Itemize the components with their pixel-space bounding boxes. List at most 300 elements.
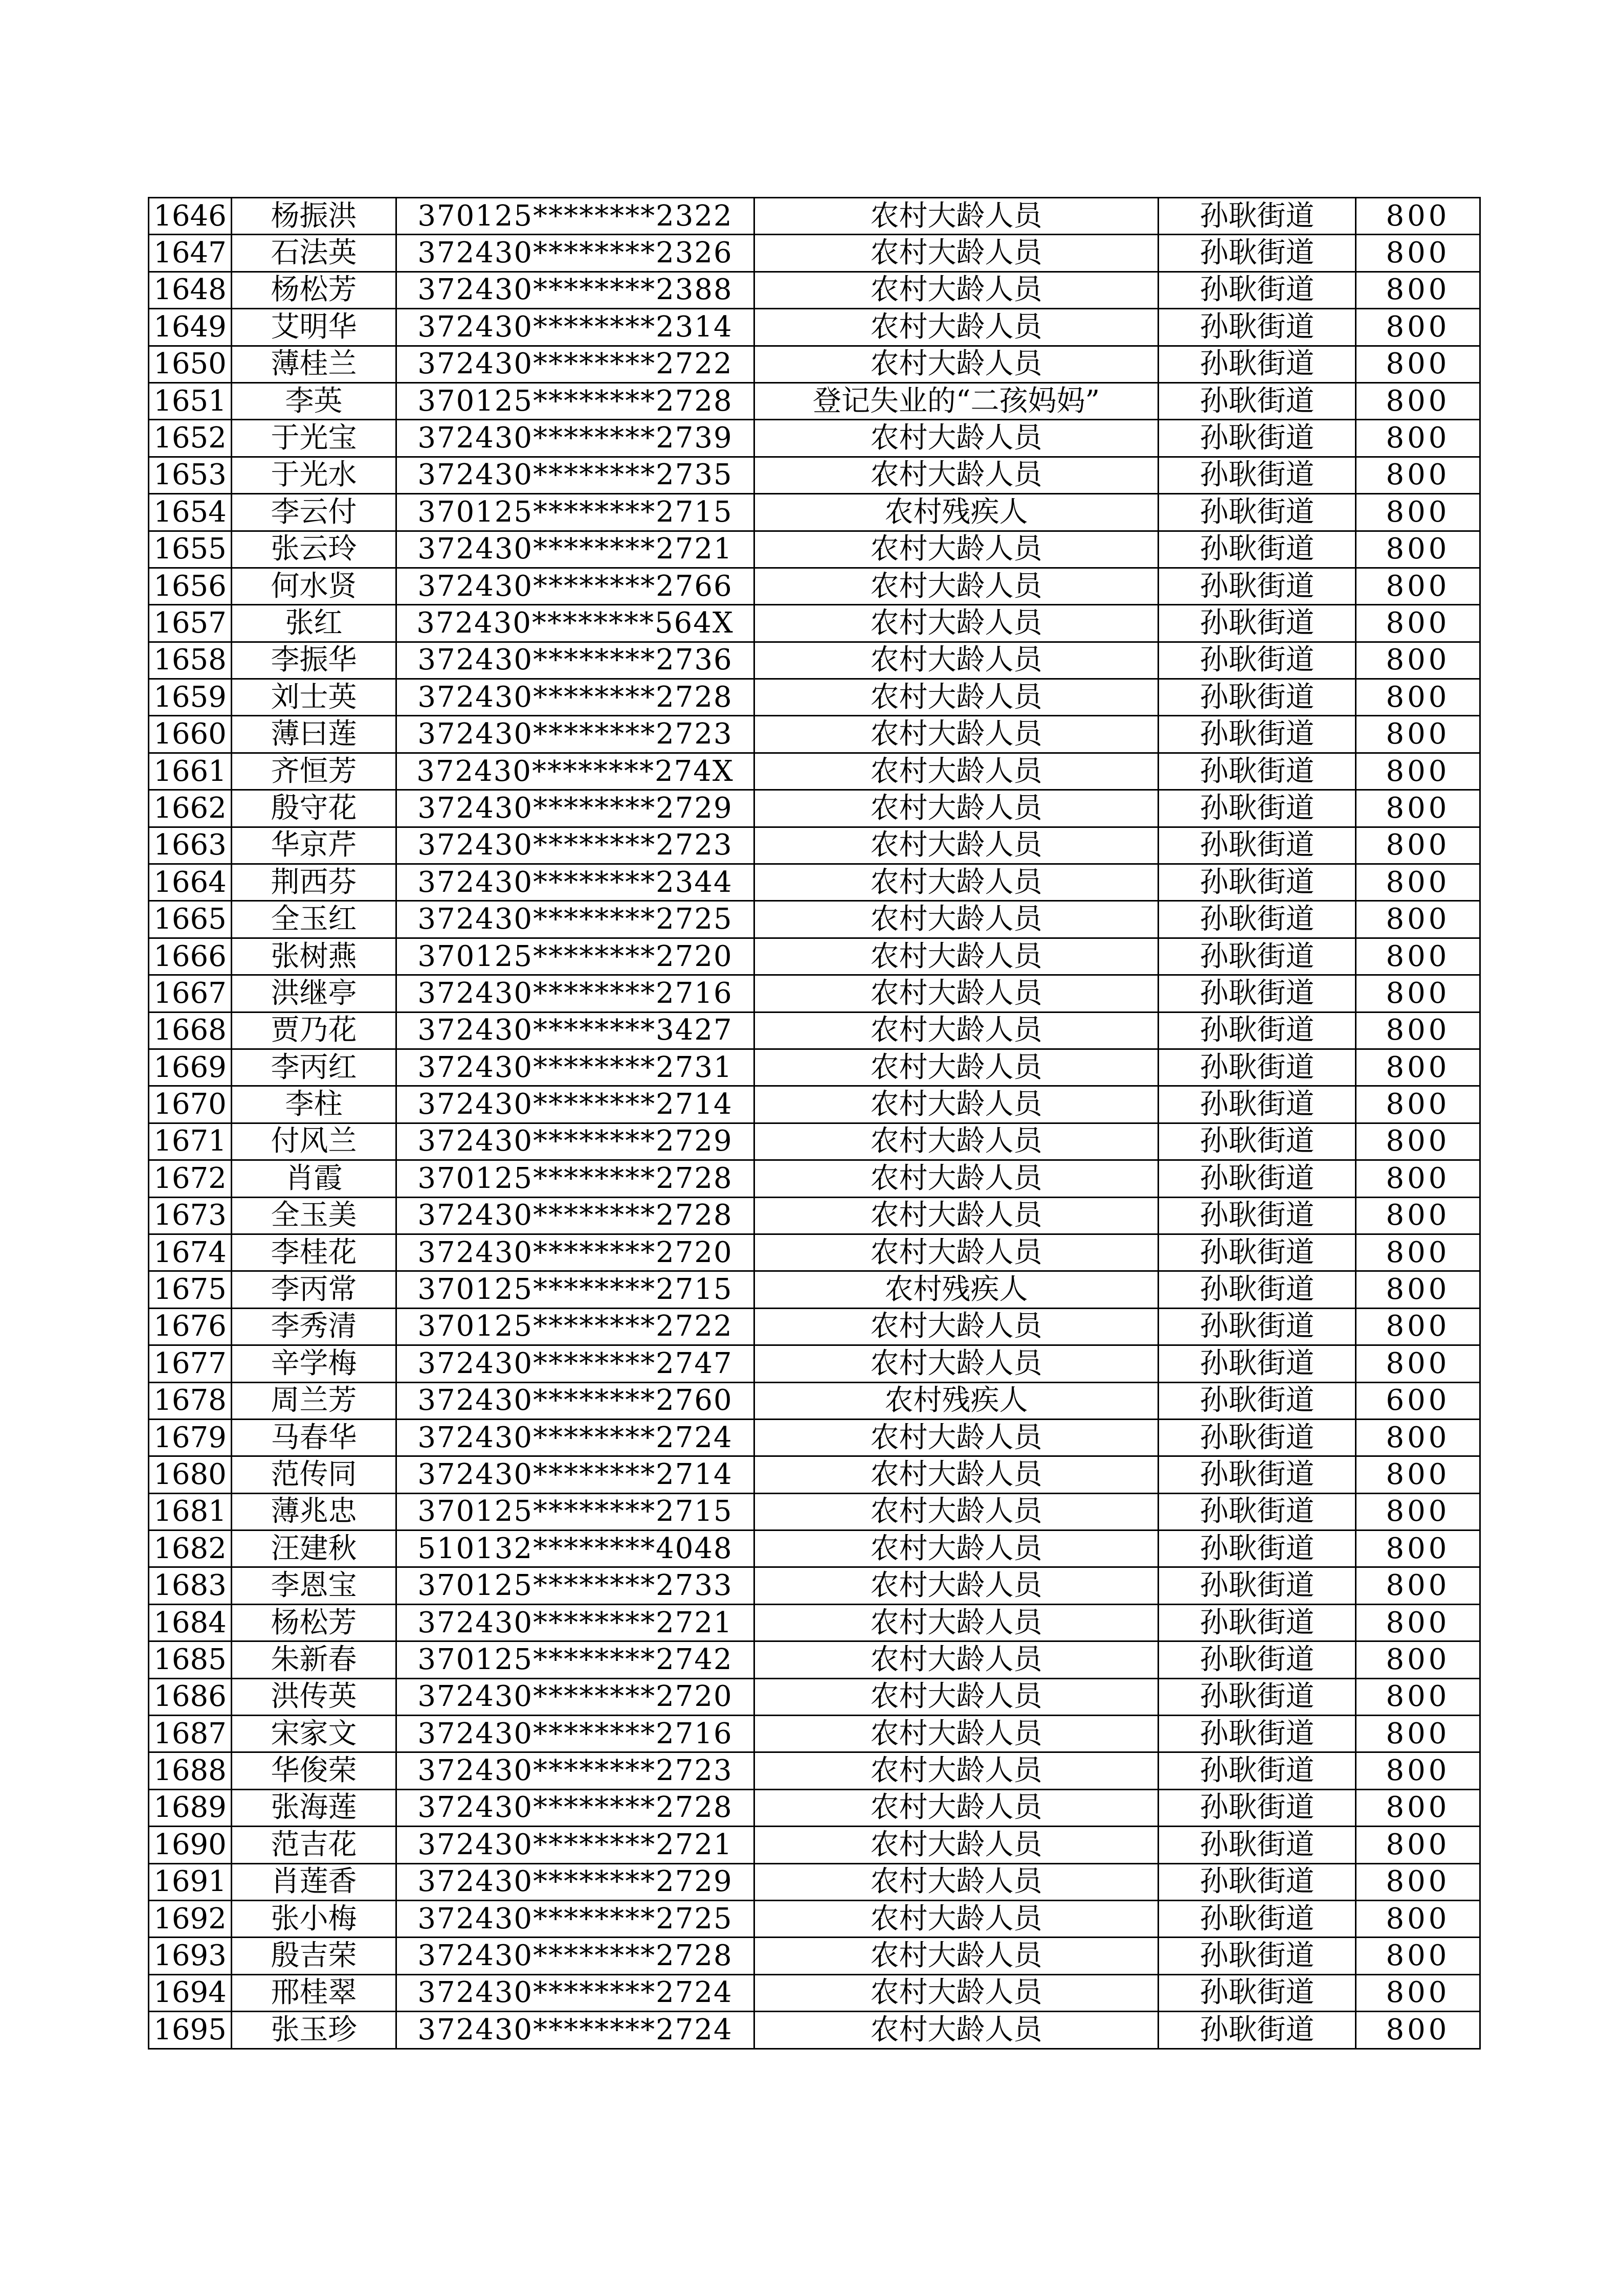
row-number-cell: 1681	[149, 1493, 232, 1530]
street-cell: 孙耿街道	[1159, 901, 1356, 938]
table-row	[149, 1604, 1480, 1641]
row-number-cell: 1672	[149, 1160, 232, 1197]
row-number-cell: 1674	[149, 1234, 232, 1271]
row-number-cell: 1688	[149, 1752, 232, 1789]
amount-cell: 800	[1356, 1197, 1480, 1234]
category-cell: 农村大龄人员	[754, 1789, 1159, 1826]
row-number-cell: 1661	[149, 753, 232, 790]
table-row	[149, 679, 1480, 716]
id-number-cell: 372430********2728	[396, 679, 754, 716]
name-cell: 李柱	[232, 1086, 396, 1123]
row-number-cell: 1663	[149, 827, 232, 864]
name-cell: 薄曰莲	[232, 716, 396, 753]
category-cell: 农村大龄人员	[754, 1863, 1159, 1900]
id-number-cell: 372430********2747	[396, 1345, 754, 1382]
table-row	[149, 1938, 1480, 1974]
name-cell: 汪建秋	[232, 1530, 396, 1567]
row-number-cell: 1647	[149, 235, 232, 272]
name-cell: 朱新春	[232, 1641, 396, 1678]
table-row	[149, 938, 1480, 975]
table-row	[149, 1012, 1480, 1049]
street-cell: 孙耿街道	[1159, 309, 1356, 346]
row-number-cell: 1653	[149, 457, 232, 493]
street-cell: 孙耿街道	[1159, 1160, 1356, 1197]
row-number-cell: 1684	[149, 1604, 232, 1641]
name-cell: 李秀清	[232, 1308, 396, 1345]
id-number-cell: 372430********2723	[396, 1752, 754, 1789]
amount-cell: 800	[1356, 1493, 1480, 1530]
name-cell: 李振华	[232, 642, 396, 679]
table-row	[149, 531, 1480, 568]
street-cell: 孙耿街道	[1159, 753, 1356, 790]
row-number-cell: 1658	[149, 642, 232, 679]
table-row	[149, 568, 1480, 604]
category-cell: 农村大龄人员	[754, 1716, 1159, 1752]
row-number-cell: 1683	[149, 1567, 232, 1604]
category-cell: 登记失业的“二孩妈妈”	[754, 382, 1159, 419]
name-cell: 张红	[232, 605, 396, 642]
amount-cell: 800	[1356, 272, 1480, 308]
table-row	[149, 272, 1480, 308]
street-cell: 孙耿街道	[1159, 1789, 1356, 1826]
id-number-cell: 372430********2721	[396, 531, 754, 568]
street-cell: 孙耿街道	[1159, 420, 1356, 457]
table-row	[149, 1271, 1480, 1308]
row-number-cell: 1651	[149, 382, 232, 419]
street-cell: 孙耿街道	[1159, 1678, 1356, 1715]
amount-cell: 800	[1356, 1789, 1480, 1826]
amount-cell: 800	[1356, 1530, 1480, 1567]
street-cell: 孙耿街道	[1159, 1716, 1356, 1752]
name-cell: 范吉花	[232, 1827, 396, 1863]
id-number-cell: 372430********2720	[396, 1234, 754, 1271]
row-number-cell: 1689	[149, 1789, 232, 1826]
category-cell: 农村大龄人员	[754, 457, 1159, 493]
id-number-cell: 370125********2715	[396, 1493, 754, 1530]
amount-cell: 800	[1356, 1752, 1480, 1789]
table-row	[149, 1678, 1480, 1715]
name-cell: 刘士英	[232, 679, 396, 716]
row-number-cell: 1659	[149, 679, 232, 716]
category-cell: 农村大龄人员	[754, 827, 1159, 864]
amount-cell: 800	[1356, 605, 1480, 642]
name-cell: 全玉红	[232, 901, 396, 938]
category-cell: 农村大龄人员	[754, 1086, 1159, 1123]
row-number-cell: 1693	[149, 1938, 232, 1974]
name-cell: 李英	[232, 382, 396, 419]
table-row	[149, 1419, 1480, 1456]
street-cell: 孙耿街道	[1159, 1308, 1356, 1345]
category-cell: 农村大龄人员	[754, 938, 1159, 975]
id-number-cell: 372430********274X	[396, 753, 754, 790]
street-cell: 孙耿街道	[1159, 1938, 1356, 1974]
street-cell: 孙耿街道	[1159, 382, 1356, 419]
street-cell: 孙耿街道	[1159, 1604, 1356, 1641]
table-row	[149, 1863, 1480, 1900]
id-number-cell: 372430********2716	[396, 975, 754, 1012]
id-number-cell: 372430********2724	[396, 1419, 754, 1456]
category-cell: 农村大龄人员	[754, 1827, 1159, 1863]
name-cell: 杨松芳	[232, 272, 396, 308]
street-cell: 孙耿街道	[1159, 864, 1356, 901]
row-number-cell: 1650	[149, 346, 232, 382]
id-number-cell: 372430********2760	[396, 1382, 754, 1419]
category-cell: 农村大龄人员	[754, 605, 1159, 642]
id-number-cell: 372430********2723	[396, 716, 754, 753]
table-row	[149, 1049, 1480, 1086]
street-cell: 孙耿街道	[1159, 1493, 1356, 1530]
amount-cell: 800	[1356, 346, 1480, 382]
street-cell: 孙耿街道	[1159, 1974, 1356, 2011]
amount-cell: 800	[1356, 1160, 1480, 1197]
category-cell: 农村大龄人员	[754, 235, 1159, 272]
amount-cell: 800	[1356, 309, 1480, 346]
category-cell: 农村大龄人员	[754, 272, 1159, 308]
id-number-cell: 372430********2728	[396, 1197, 754, 1234]
street-cell: 孙耿街道	[1159, 568, 1356, 604]
id-number-cell: 370125********2733	[396, 1567, 754, 1604]
amount-cell: 800	[1356, 938, 1480, 975]
table-row	[149, 642, 1480, 679]
name-cell: 肖莲香	[232, 1863, 396, 1900]
row-number-cell: 1682	[149, 1530, 232, 1567]
name-cell: 张树燕	[232, 938, 396, 975]
row-number-cell: 1692	[149, 1900, 232, 1937]
row-number-cell: 1657	[149, 605, 232, 642]
category-cell: 农村大龄人员	[754, 346, 1159, 382]
amount-cell: 800	[1356, 1271, 1480, 1308]
category-cell: 农村大龄人员	[754, 309, 1159, 346]
id-number-cell: 372430********3427	[396, 1012, 754, 1049]
table-row	[149, 1900, 1480, 1937]
street-cell: 孙耿街道	[1159, 1641, 1356, 1678]
name-cell: 马春华	[232, 1419, 396, 1456]
amount-cell: 800	[1356, 1716, 1480, 1752]
name-cell: 李云付	[232, 494, 396, 531]
row-number-cell: 1691	[149, 1863, 232, 1900]
amount-cell: 800	[1356, 790, 1480, 827]
table-row	[149, 753, 1480, 790]
id-number-cell: 372430********2725	[396, 1900, 754, 1937]
amount-cell: 800	[1356, 1419, 1480, 1456]
amount-cell: 800	[1356, 1827, 1480, 1863]
street-cell: 孙耿街道	[1159, 531, 1356, 568]
id-number-cell: 372430********2729	[396, 1863, 754, 1900]
id-number-cell: 372430********2721	[396, 1604, 754, 1641]
id-number-cell: 370125********2742	[396, 1641, 754, 1678]
amount-cell: 800	[1356, 1308, 1480, 1345]
name-cell: 李恩宝	[232, 1567, 396, 1604]
category-cell: 农村大龄人员	[754, 420, 1159, 457]
category-cell: 农村残疾人	[754, 494, 1159, 531]
name-cell: 宋家文	[232, 1716, 396, 1752]
table-row	[149, 1752, 1480, 1789]
id-number-cell: 372430********2729	[396, 790, 754, 827]
row-number-cell: 1676	[149, 1308, 232, 1345]
category-cell: 农村大龄人员	[754, 1345, 1159, 1382]
amount-cell: 600	[1356, 1382, 1480, 1419]
name-cell: 何水贤	[232, 568, 396, 604]
amount-cell: 800	[1356, 827, 1480, 864]
row-number-cell: 1664	[149, 864, 232, 901]
row-number-cell: 1687	[149, 1716, 232, 1752]
row-number-cell: 1654	[149, 494, 232, 531]
table-row	[149, 864, 1480, 901]
category-cell: 农村大龄人员	[754, 716, 1159, 753]
id-number-cell: 372430********2728	[396, 1789, 754, 1826]
id-number-cell: 370125********2322	[396, 198, 754, 235]
category-cell: 农村大龄人员	[754, 753, 1159, 790]
amount-cell: 800	[1356, 1604, 1480, 1641]
id-number-cell: 372430********2721	[396, 1827, 754, 1863]
row-number-cell: 1678	[149, 1382, 232, 1419]
category-cell: 农村大龄人员	[754, 1567, 1159, 1604]
category-cell: 农村大龄人员	[754, 901, 1159, 938]
table-row	[149, 1382, 1480, 1419]
street-cell: 孙耿街道	[1159, 346, 1356, 382]
amount-cell: 800	[1356, 1641, 1480, 1678]
row-number-cell: 1679	[149, 1419, 232, 1456]
street-cell: 孙耿街道	[1159, 1234, 1356, 1271]
id-number-cell: 372430********2326	[396, 235, 754, 272]
table-row	[149, 1234, 1480, 1271]
row-number-cell: 1656	[149, 568, 232, 604]
street-cell: 孙耿街道	[1159, 1567, 1356, 1604]
amount-cell: 800	[1356, 642, 1480, 679]
name-cell: 杨松芳	[232, 1604, 396, 1641]
row-number-cell: 1680	[149, 1456, 232, 1493]
amount-cell: 800	[1356, 420, 1480, 457]
category-cell: 农村大龄人员	[754, 1456, 1159, 1493]
id-number-cell: 372430********2720	[396, 1678, 754, 1715]
amount-cell: 800	[1356, 1086, 1480, 1123]
id-number-cell: 372430********2724	[396, 2012, 754, 2049]
row-number-cell: 1649	[149, 309, 232, 346]
row-number-cell: 1695	[149, 2012, 232, 2049]
table-row	[149, 382, 1480, 419]
id-number-cell: 370125********2715	[396, 494, 754, 531]
table-body	[149, 198, 1480, 2049]
table-row	[149, 1086, 1480, 1123]
table-row	[149, 901, 1480, 938]
street-cell: 孙耿街道	[1159, 1086, 1356, 1123]
amount-cell: 800	[1356, 1234, 1480, 1271]
row-number-cell: 1667	[149, 975, 232, 1012]
name-cell: 全玉美	[232, 1197, 396, 1234]
category-cell: 农村残疾人	[754, 1382, 1159, 1419]
id-number-cell: 372430********2722	[396, 346, 754, 382]
table-row	[149, 420, 1480, 457]
category-cell: 农村大龄人员	[754, 1641, 1159, 1678]
street-cell: 孙耿街道	[1159, 1049, 1356, 1086]
name-cell: 李丙常	[232, 1271, 396, 1308]
category-cell: 农村大龄人员	[754, 1974, 1159, 2011]
amount-cell: 800	[1356, 1567, 1480, 1604]
street-cell: 孙耿街道	[1159, 1419, 1356, 1456]
category-cell: 农村大龄人员	[754, 1123, 1159, 1160]
name-cell: 华京芹	[232, 827, 396, 864]
name-cell: 薄兆忠	[232, 1493, 396, 1530]
row-number-cell: 1685	[149, 1641, 232, 1678]
amount-cell: 800	[1356, 457, 1480, 493]
amount-cell: 800	[1356, 1123, 1480, 1160]
id-number-cell: 372430********2714	[396, 1086, 754, 1123]
table-row	[149, 235, 1480, 272]
category-cell: 农村残疾人	[754, 1271, 1159, 1308]
row-number-cell: 1694	[149, 1974, 232, 2011]
category-cell: 农村大龄人员	[754, 642, 1159, 679]
table-row	[149, 2012, 1480, 2049]
row-number-cell: 1646	[149, 198, 232, 235]
street-cell: 孙耿街道	[1159, 679, 1356, 716]
name-cell: 于光水	[232, 457, 396, 493]
id-number-cell: 370125********2715	[396, 1271, 754, 1308]
name-cell: 邢桂翠	[232, 1974, 396, 2011]
name-cell: 辛学梅	[232, 1345, 396, 1382]
category-cell: 农村大龄人员	[754, 790, 1159, 827]
row-number-cell: 1648	[149, 272, 232, 308]
street-cell: 孙耿街道	[1159, 1382, 1356, 1419]
table-row	[149, 494, 1480, 531]
category-cell: 农村大龄人员	[754, 198, 1159, 235]
row-number-cell: 1675	[149, 1271, 232, 1308]
table-row	[149, 457, 1480, 493]
name-cell: 荆西芬	[232, 864, 396, 901]
street-cell: 孙耿街道	[1159, 2012, 1356, 2049]
name-cell: 付风兰	[232, 1123, 396, 1160]
table-row	[149, 1345, 1480, 1382]
street-cell: 孙耿街道	[1159, 975, 1356, 1012]
amount-cell: 800	[1356, 1974, 1480, 2011]
table-row	[149, 198, 1480, 235]
table-row	[149, 790, 1480, 827]
street-cell: 孙耿街道	[1159, 1123, 1356, 1160]
category-cell: 农村大龄人员	[754, 1530, 1159, 1567]
table-row	[149, 1567, 1480, 1604]
street-cell: 孙耿街道	[1159, 642, 1356, 679]
table-row	[149, 1456, 1480, 1493]
row-number-cell: 1668	[149, 1012, 232, 1049]
id-number-cell: 372430********2725	[396, 901, 754, 938]
amount-cell: 800	[1356, 1012, 1480, 1049]
name-cell: 齐恒芳	[232, 753, 396, 790]
street-cell: 孙耿街道	[1159, 1752, 1356, 1789]
category-cell: 农村大龄人员	[754, 1049, 1159, 1086]
street-cell: 孙耿街道	[1159, 1863, 1356, 1900]
name-cell: 张云玲	[232, 531, 396, 568]
id-number-cell: 372430********2731	[396, 1049, 754, 1086]
amount-cell: 800	[1356, 901, 1480, 938]
category-cell: 农村大龄人员	[754, 1197, 1159, 1234]
id-number-cell: 372430********2735	[396, 457, 754, 493]
amount-cell: 800	[1356, 568, 1480, 604]
id-number-cell: 372430********2736	[396, 642, 754, 679]
name-cell: 于光宝	[232, 420, 396, 457]
name-cell: 殷吉荣	[232, 1938, 396, 1974]
id-number-cell: 372430********2724	[396, 1974, 754, 2011]
street-cell: 孙耿街道	[1159, 1827, 1356, 1863]
id-number-cell: 372430********2388	[396, 272, 754, 308]
street-cell: 孙耿街道	[1159, 605, 1356, 642]
street-cell: 孙耿街道	[1159, 827, 1356, 864]
row-number-cell: 1669	[149, 1049, 232, 1086]
id-number-cell: 370125********2728	[396, 382, 754, 419]
id-number-cell: 372430********2729	[396, 1123, 754, 1160]
id-number-cell: 372430********2739	[396, 420, 754, 457]
street-cell: 孙耿街道	[1159, 1456, 1356, 1493]
id-number-cell: 370125********2728	[396, 1160, 754, 1197]
amount-cell: 800	[1356, 1863, 1480, 1900]
table-row	[149, 1716, 1480, 1752]
amount-cell: 800	[1356, 1678, 1480, 1715]
category-cell: 农村大龄人员	[754, 1752, 1159, 1789]
category-cell: 农村大龄人员	[754, 679, 1159, 716]
name-cell: 李丙红	[232, 1049, 396, 1086]
id-number-cell: 372430********2766	[396, 568, 754, 604]
name-cell: 张玉珍	[232, 2012, 396, 2049]
amount-cell: 800	[1356, 531, 1480, 568]
category-cell: 农村大龄人员	[754, 1493, 1159, 1530]
table-row	[149, 1789, 1480, 1826]
id-number-cell: 370125********2720	[396, 938, 754, 975]
table-row	[149, 1530, 1480, 1567]
category-cell: 农村大龄人员	[754, 1234, 1159, 1271]
subsidy-roster-table	[148, 197, 1481, 2050]
street-cell: 孙耿街道	[1159, 1900, 1356, 1937]
id-number-cell: 372430********2344	[396, 864, 754, 901]
table-row	[149, 1308, 1480, 1345]
street-cell: 孙耿街道	[1159, 272, 1356, 308]
name-cell: 周兰芳	[232, 1382, 396, 1419]
name-cell: 贾乃花	[232, 1012, 396, 1049]
amount-cell: 800	[1356, 864, 1480, 901]
name-cell: 洪传英	[232, 1678, 396, 1715]
name-cell: 洪继亭	[232, 975, 396, 1012]
amount-cell: 800	[1356, 198, 1480, 235]
table-row	[149, 1160, 1480, 1197]
amount-cell: 800	[1356, 1049, 1480, 1086]
street-cell: 孙耿街道	[1159, 1530, 1356, 1567]
id-number-cell: 370125********2722	[396, 1308, 754, 1345]
street-cell: 孙耿街道	[1159, 494, 1356, 531]
table-row	[149, 1974, 1480, 2011]
street-cell: 孙耿街道	[1159, 790, 1356, 827]
amount-cell: 800	[1356, 235, 1480, 272]
category-cell: 农村大龄人员	[754, 864, 1159, 901]
table-row	[149, 827, 1480, 864]
category-cell: 农村大龄人员	[754, 531, 1159, 568]
amount-cell: 800	[1356, 753, 1480, 790]
name-cell: 张小梅	[232, 1900, 396, 1937]
street-cell: 孙耿街道	[1159, 1345, 1356, 1382]
category-cell: 农村大龄人员	[754, 975, 1159, 1012]
category-cell: 农村大龄人员	[754, 2012, 1159, 2049]
category-cell: 农村大龄人员	[754, 1012, 1159, 1049]
street-cell: 孙耿街道	[1159, 198, 1356, 235]
table-row	[149, 1197, 1480, 1234]
table-row	[149, 1641, 1480, 1678]
amount-cell: 800	[1356, 1900, 1480, 1937]
table-row	[149, 346, 1480, 382]
name-cell: 石法英	[232, 235, 396, 272]
row-number-cell: 1655	[149, 531, 232, 568]
name-cell: 华俊荣	[232, 1752, 396, 1789]
name-cell: 殷守花	[232, 790, 396, 827]
table-row	[149, 975, 1480, 1012]
category-cell: 农村大龄人员	[754, 1678, 1159, 1715]
name-cell: 张海莲	[232, 1789, 396, 1826]
category-cell: 农村大龄人员	[754, 1160, 1159, 1197]
